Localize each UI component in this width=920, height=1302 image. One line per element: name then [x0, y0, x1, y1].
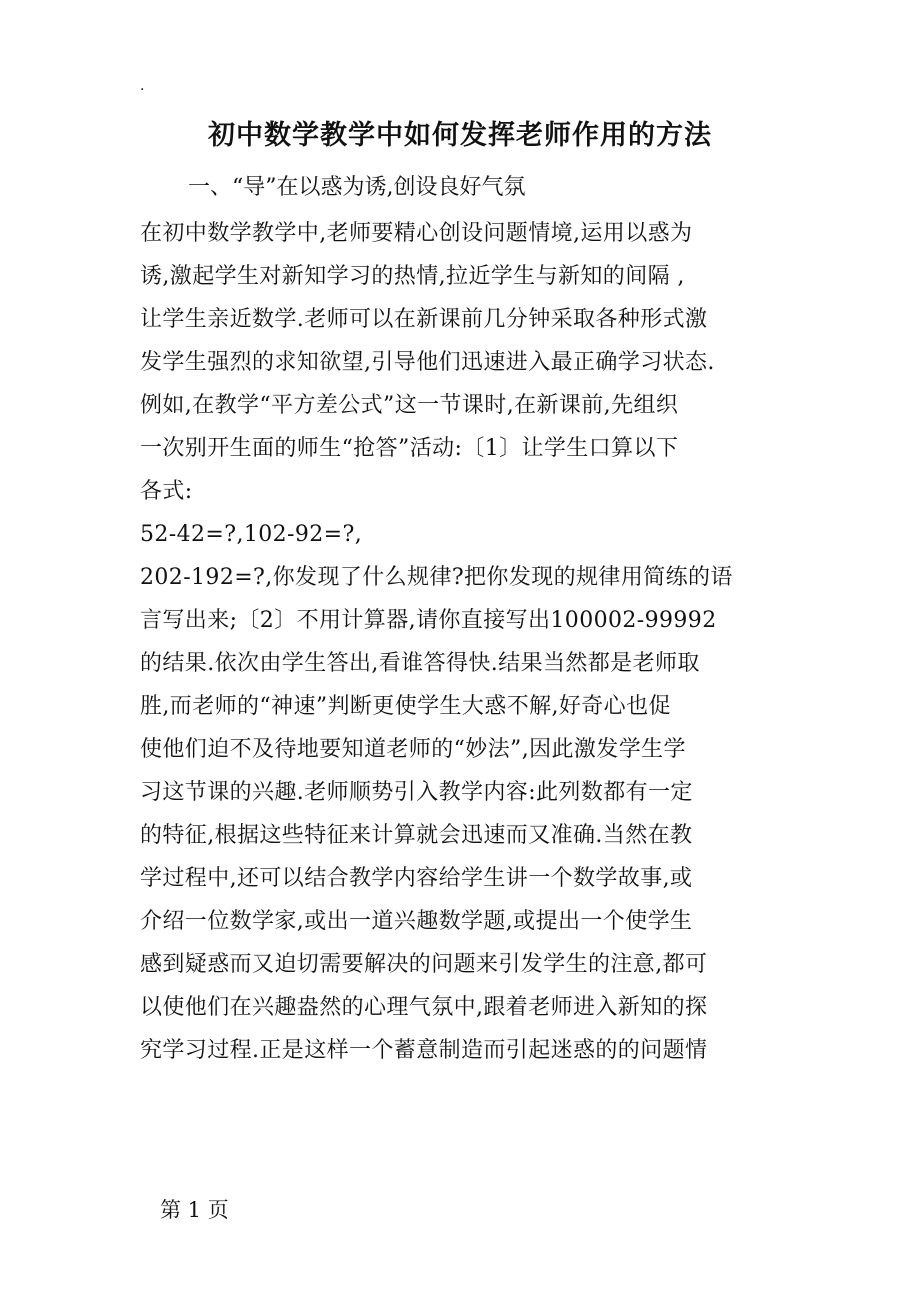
body-line: 202-192=?,你发现了什么规律?把你发现的规律用简练的语: [140, 565, 733, 590]
header-mark: .: [140, 78, 145, 94]
document-title: 初中数学教学中如何发挥老师作用的方法: [208, 120, 712, 151]
page-number: 第 1 页: [160, 1198, 229, 1222]
body-line: 习这节课的兴趣.老师顺势引入教学内容:此列数都有一定: [140, 780, 693, 805]
body-line: 在初中数学教学中,老师要精心创设问题情境,运用以惑为: [140, 221, 693, 246]
body-line: 学过程中,还可以结合教学内容给学生讲一个数学故事,或: [140, 866, 693, 891]
body-line: 发学生强烈的求知欲望,引导他们迅速进入最正确学习状态.: [140, 350, 715, 375]
body-line: 诱,激起学生对新知学习的热情,拉近学生与新知的间隔 ,: [140, 264, 685, 289]
body-line: 各式:: [140, 479, 193, 504]
body-line: 的特征,根据这些特征来计算就会迅速而又准确.当然在教: [140, 823, 693, 848]
body-line: 究学习过程.正是这样一个蓄意制造而引起迷惑的的问题情: [140, 1038, 708, 1063]
body-line: 感到疑惑而又迫切需要解决的问题来引发学生的注意,都可: [140, 952, 708, 977]
body-line: 言写出来;〔2〕不用计算器,请你直接写出100002-99992: [140, 608, 717, 633]
body-line: 52-42=?,102-92=?,: [140, 522, 363, 547]
body-line: 的结果.依次由学生答出,看谁答得快.结果当然都是老师取: [140, 651, 700, 676]
body-line: 介绍一位数学家,或出一道兴趣数学题,或提出一个使学生: [140, 909, 693, 934]
body-line: 一次别开生面的师生“抢答”活动:〔1〕让学生口算以下: [140, 436, 679, 461]
body-line: 以使他们在兴趣盎然的心理气氛中,跟着老师进入新知的探: [140, 995, 708, 1020]
body-line: 使他们迫不及待地要知道老师的“妙法”,因此激发学生学: [140, 737, 686, 762]
body-line: 让学生亲近数学.老师可以在新课前几分钟采取各种形式激: [140, 307, 708, 332]
section-heading: 一、“导”在以惑为诱,创设良好气氛: [188, 175, 526, 200]
body-text: [140, 212, 780, 1072]
body-line: 例如,在教学“平方差公式”这一节课时,在新课前,先组织: [140, 393, 679, 418]
body-line: 胜,而老师的“神速”判断更使学生大惑不解,好奇心也促: [140, 694, 671, 719]
